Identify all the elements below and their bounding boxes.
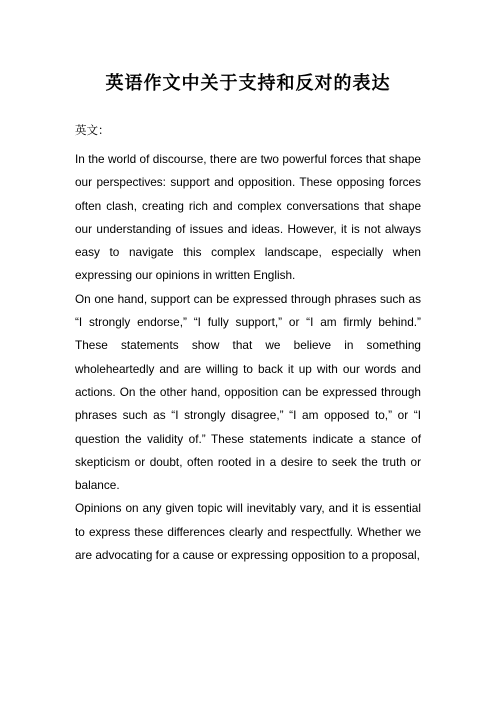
paragraph-3: Opinions on any given topic will inevitably vary, and it is essential to express these differences clearly and respectfully. Whether we are advocating for a cause or expressing opposition to a proposal,	[75, 501, 421, 563]
document-body	[75, 148, 421, 567]
section-label: 英文：	[75, 123, 110, 137]
paragraph-2: On one hand, support can be expressed through phrases such as “I strongly endorse,” “I fully support,” or “I am firmly behind.” These statements show that we believe in something wholeheartedly and are willing to back it up with our words and actions. On the other hand, opposition can be expressed through phrases such as “I strongly disagree,” “I am opposed to,” or “I question the validity of.” These statements indicate a stance of skepticism or doubt, often rooted in a desire to seek the truth or balance.	[75, 291, 421, 493]
document-title: 英语作文中关于支持和反对的表达	[105, 73, 391, 94]
paragraph-1: In the world of discourse, there are two powerful forces that shape our perspectives: support and opposition. These opposing forces often clash, creating rich and complex conversations that shape our understanding of issues and ideas. However, it is not always easy to navigate this complex landscape, especially when expressing our opinions in written English.	[75, 152, 421, 283]
